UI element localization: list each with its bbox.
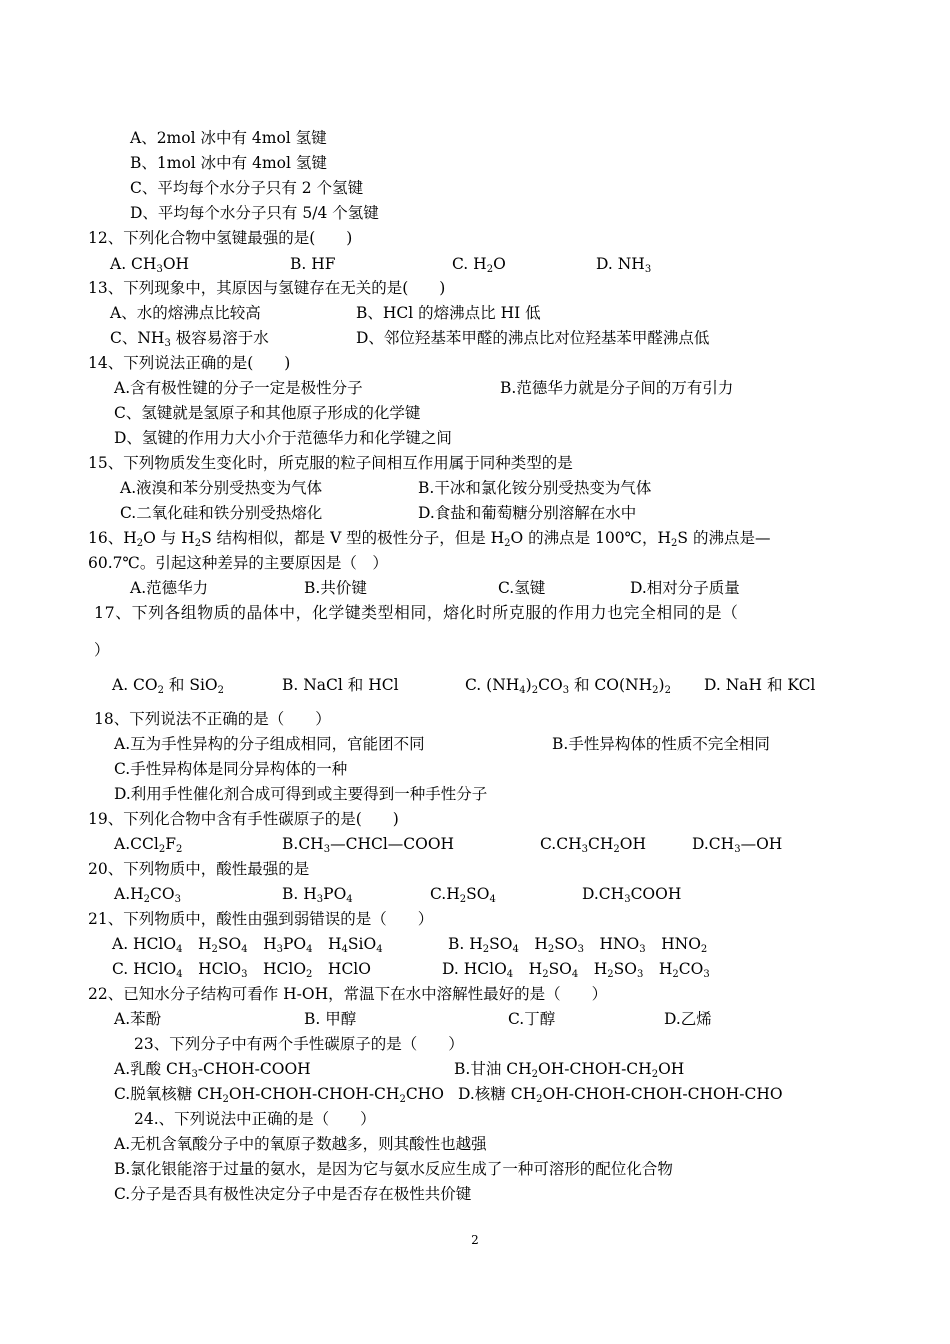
q17-option-d: D. NaH 和 KCl (704, 676, 816, 694)
page-number: 2 (471, 1233, 479, 1247)
q15-option-b: B.干冰和氯化铵分别受热变为气体 (418, 479, 652, 497)
q14-option-b: B.范德华力就是分子间的万有引力 (500, 379, 734, 397)
q18-option-a: A.互为手性异构的分子组成相同，官能团不同 (114, 735, 425, 753)
q12-option-d: D. $NH_3$ (596, 255, 652, 275)
q22-option-c: C.丁醇 (508, 1010, 556, 1028)
q23-option-d: D.核糖 $CH_2OH-CHOH-CHOH-CHOH$-CHO (458, 1085, 783, 1105)
q15-option-d: D.食盐和葡萄糖分别溶解在水中 (418, 504, 637, 522)
q19-option-b: $B.CH_3—CHCl—COOH$ (282, 835, 455, 855)
q23-option-c: C.脱氧核糖 $CH_2OH-CHOH-CHOH-CH_2CHO$ (114, 1085, 444, 1105)
q12-option-b: B. HF (290, 255, 336, 273)
q15-option-c: C.二氧化硅和铁分别受热熔化 (120, 504, 323, 522)
q21-option-c: C. HClO$_4$ HClO$_3$ HClO$_2$ HClO (112, 960, 371, 980)
q20-option-d: $D.CH_3COOH$ (582, 885, 682, 905)
q14-option-a: A.含有极性键的分子一定是极性分子 (114, 379, 363, 397)
q16-option-b: B.共价键 (304, 579, 367, 597)
q13-option-b: B、HCl 的熔沸点比 HI 低 (356, 304, 541, 322)
q19-option-c: $C.CH_3CH_2OH$ (540, 835, 646, 855)
q13-option-d: D、邻位羟基苯甲醛的沸点比对位羟基苯甲醛沸点低 (356, 329, 710, 347)
q13-option-c: C、$NH_3$ 极容易溶于水 (110, 329, 269, 349)
q23-option-b: B.甘油 $CH_2OH-CHOH-CH_2OH$ (454, 1060, 685, 1080)
q22-option-a: A.苯酚 (114, 1010, 162, 1028)
q17-option-c: C. $(NH_4)_2CO_3$ 和 $CO(NH_2)_2$ (465, 676, 671, 696)
q20-option-b: B. $H_3PO_4$ (282, 885, 353, 905)
q19-option-d: $D.CH_3—OH$ (692, 835, 783, 855)
q19-option-a: $A.CCl_2F_2$ (114, 835, 183, 855)
q12-option-c: C. $H_2O$ (452, 255, 506, 275)
q15-option-a: A.液溴和苯分别受热变为气体 (120, 479, 323, 497)
q12-option-a: A. $CH_3OH$ (110, 255, 190, 275)
q20-option-a: $A.H_2CO_3$ (114, 885, 181, 905)
q17-option-b: B. NaCl 和 HCl (282, 676, 399, 694)
q22-option-b: B. 甲醇 (304, 1010, 357, 1028)
q21-option-d: D. HClO$_4$ $H_2SO_4$ $H_2SO_3$ $H_2CO_3$ (442, 960, 710, 980)
q17-option-a: A. $CO_2$ 和 SiO$_2$ (112, 676, 225, 696)
q18-option-b: B.手性异构体的性质不完全相同 (552, 735, 770, 753)
q13-option-a: A、水的熔沸点比较高 (110, 304, 261, 322)
q21-option-b: B. $H_2SO_4$ $H_2SO_3$ $HNO_3$ $HNO_2$ (448, 935, 708, 955)
q20-option-c: $C.H_2SO_4$ (430, 885, 496, 905)
q16-option-a: A.范德华力 (130, 579, 209, 597)
q22-option-d: D.乙烯 (664, 1010, 712, 1028)
q23-option-a: A.乳酸 $CH_3-CHOH$-COOH (114, 1060, 311, 1080)
q21-option-a: A. HClO$_4$ $H_2SO_4$ $H_3PO_4$ $H_4SiO_4$ (112, 935, 383, 955)
q16-option-c: C.氢键 (498, 579, 546, 597)
q16-option-d: D.相对分子质量 (630, 579, 740, 597)
